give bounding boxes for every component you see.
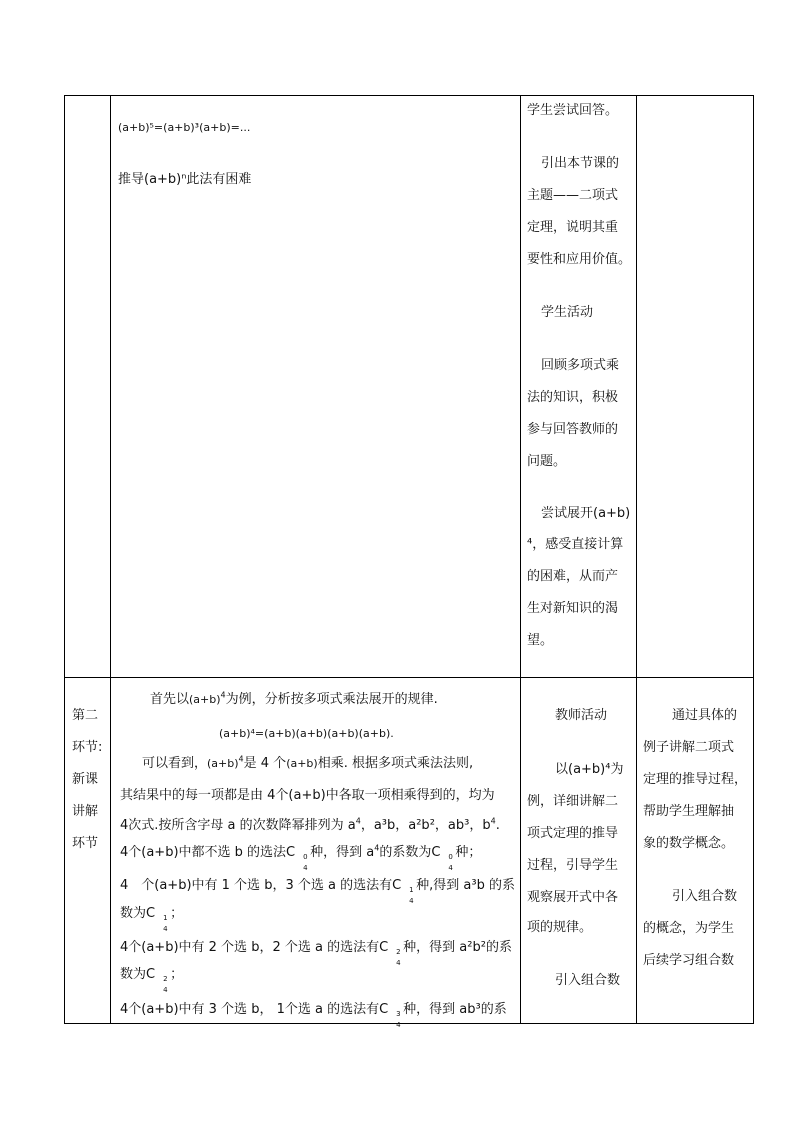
content-text: 4个(a+b)中有 3 个选 b， 1个选 a 的选法有C	[120, 1002, 389, 1017]
teacher-text-line: 引入组合数	[555, 973, 621, 988]
section-label-line: 讲解	[72, 804, 99, 819]
content-text: 为例，分析按多项式乘法展开的规律.	[225, 692, 438, 707]
content-text: 相乘. 根据多项式乘法法则,	[317, 756, 474, 771]
student-text-line: 要性和应用价值。	[527, 252, 632, 267]
expansion-formula-4: (a+b)⁴=(a+b)(a+b)(a+b)(a+b).	[219, 727, 394, 740]
student-text-line: 生对新知识的渴	[527, 601, 619, 616]
content-text: ；	[170, 906, 184, 921]
content-line-1: 首先以$(a+b)^4$为例，分析按多项式乘法展开的规律.	[150, 690, 438, 707]
content-text: ；	[170, 967, 184, 982]
intent-text-line: 象的数学概念。	[643, 836, 735, 851]
content-line-3: 可以看到，$(a+b)^4$是 4 个(a+b)相乘. 根据多项式乘法法则,	[142, 754, 474, 771]
intent-text-line: 通过具体的	[672, 708, 738, 723]
column-divider-2	[520, 95, 521, 1024]
intent-text-line: 后续学习组合数	[643, 953, 735, 968]
content-line-6: 4个(a+b)中都不选 b 的选法C 0 4 种，得到 $a^4$的系数为C 0 4 种；	[120, 843, 482, 872]
student-text-line: 回顾多项式乘	[541, 358, 620, 373]
content-text: 种；	[455, 845, 482, 860]
student-text-line: 尝试展开(a+b)	[541, 506, 631, 521]
content-text: 种,得到 a³b 的系	[416, 878, 515, 893]
student-text-line: ⁴，感受直接计算	[527, 537, 624, 552]
student-text-line: 法的知识，积极	[527, 390, 619, 405]
student-text-line: 参与回答教师的	[527, 422, 619, 437]
section-label-line: 第二	[72, 708, 99, 723]
section-label-line: 环节	[72, 836, 99, 851]
derivation-note: 推导(a+b)ⁿ此法有困难	[118, 172, 252, 187]
column-divider-1	[110, 95, 111, 1024]
content-text: 的系数为C	[379, 845, 441, 860]
student-text-line: 学生尝试回答。	[527, 103, 619, 118]
student-text-line: 引出本节课的	[541, 156, 620, 171]
content-line-9: 4个(a+b)中有 2 个选 b，2 个选 a 的选法有C 2 4 种，得到 a²b²的系	[120, 940, 512, 967]
intent-text-line: 的概念，为学生	[643, 921, 735, 936]
column-divider-3	[636, 95, 637, 1024]
teacher-text-line: 过程，引导学生	[527, 858, 619, 873]
section-label-line: 环节:	[72, 740, 103, 755]
content-text: 种，得到 a	[310, 845, 375, 860]
intent-text-line: 定理的推导过程，	[643, 772, 748, 787]
student-text-line: 望。	[527, 633, 554, 648]
content-text: 种，得到 ab³的系	[403, 1002, 507, 1017]
student-text-line: 问题。	[527, 454, 567, 469]
intent-text-line: 例子讲解二项式	[643, 740, 735, 755]
intent-text-line: 引入组合数	[672, 889, 738, 904]
content-text: 数为C	[120, 967, 156, 982]
teacher-activity-heading: 教师活动	[555, 708, 608, 723]
row-divider	[64, 677, 754, 678]
teacher-text-line: 项式定理的推导	[527, 826, 619, 841]
content-text: 数为C	[120, 906, 156, 921]
content-line-7: 4 个(a+b)中有 1 个选 b，3 个选 a 的选法有C 1 4 种,得到 a³b 的系	[120, 878, 515, 905]
section-label-line: 新课	[72, 772, 99, 787]
content-text: ，a³b，a²b²，ab³，b	[360, 818, 491, 833]
teacher-text-line: 例，详细讲解二	[527, 794, 619, 809]
table-left-border	[64, 95, 65, 1024]
table-top-border	[64, 95, 754, 96]
content-text: 可以看到，	[142, 756, 208, 771]
content-text: 首先以	[150, 692, 190, 707]
math-expression: (a+b)	[286, 757, 318, 770]
student-activity-heading: 学生活动	[541, 305, 594, 320]
student-text-line: 的困难，从而产	[527, 569, 619, 584]
content-text: 4次式.按所含字母 a 的次数降幂排列为 a	[120, 818, 356, 833]
teacher-text-line: 以(a+b)⁴为	[555, 762, 624, 777]
table-bottom-border	[64, 1023, 754, 1024]
student-text-line: 定理，说明其重	[527, 220, 619, 235]
content-text: 4 个(a+b)中有 1 个选 b，3 个选 a 的选法有C	[120, 878, 402, 893]
expansion-formula: (a+b)⁵=(a+b)³(a+b)=...	[118, 121, 251, 134]
content-line-8: 数为C 1 4 ；	[120, 906, 184, 933]
math-expression: (a+b)	[207, 757, 239, 770]
content-line-5: 4次式.按所含字母 a 的次数降幂排列为 $a^4$，a³b，a²b²，ab³，$b^4$.	[120, 816, 500, 833]
content-line-4: 其结果中的每一项都是由 4个(a+b)中各取一项相乘得到的，均为	[120, 788, 495, 803]
content-text: 是 4 个	[243, 756, 287, 771]
content-text: 种，得到 a²b²的系	[403, 940, 512, 955]
content-text: 4个(a+b)中有 2 个选 b，2 个选 a 的选法有C	[120, 940, 389, 955]
table-right-border	[753, 95, 754, 1024]
teacher-text-line: 项的规律。	[527, 920, 593, 935]
teacher-text-line: 观察展开式中各	[527, 890, 619, 905]
content-line-10: 数为C 2 4 ；	[120, 967, 184, 994]
student-text-line: 主题——二项式	[527, 188, 619, 203]
math-expression: (a+b)	[189, 693, 221, 706]
content-text: 4个(a+b)中都不选 b 的选法C	[120, 845, 296, 860]
content-line-11: 4个(a+b)中有 3 个选 b， 1个选 a 的选法有C 3 4 种，得到 ab³的系	[120, 1002, 507, 1029]
intent-text-line: 帮助学生理解抽	[643, 804, 735, 819]
